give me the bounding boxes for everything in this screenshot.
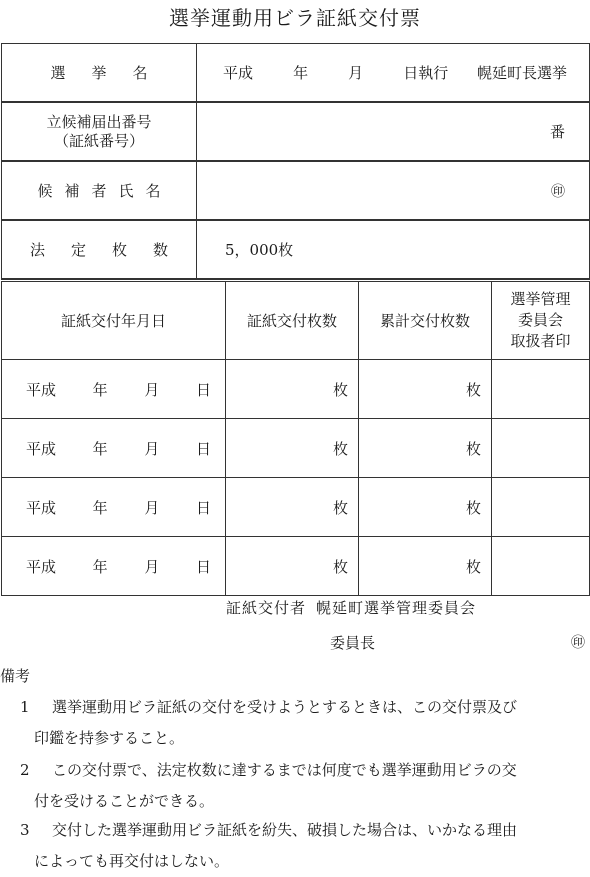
header-committee-seal [492,282,590,360]
candidate-name-label-cell [2,161,197,220]
election-value-cell[interactable] [197,44,590,103]
issuer-label: 証紙交付者 [226,599,307,617]
election-label-cell [2,44,197,103]
date-day: 日 [195,380,211,399]
date-year: 年 [92,439,108,458]
election-label: 選挙名 [50,64,174,82]
committee-seal-field[interactable] [492,478,590,537]
cumulative-count-field[interactable] [359,537,492,596]
remark-text-line2: によっても再交付はしない。 [34,852,230,870]
remark-text-line2: 付を受けることができる。 [34,792,215,810]
date-year: 年 [92,498,108,517]
legal-count-row [2,220,590,279]
header-date: 証紙交付年月日 [2,282,226,360]
cumulative-count-field[interactable] [359,419,492,478]
date-day: 日 [195,439,211,458]
cumulative-unit: 枚 [465,557,481,576]
election-row [2,44,590,103]
date-month: 月 [144,380,160,399]
candidate-number-label-cell [2,102,197,161]
election-year: 年 [293,64,309,82]
remarks-title: 備考 [0,667,31,685]
election-name: 幌延町長選挙 [476,64,567,82]
candidate-name-field[interactable] [197,161,590,220]
cumulative-unit: 枚 [465,498,481,517]
issued-count-field[interactable] [226,419,359,478]
committee-seal-field[interactable] [492,419,590,478]
form-title: 選挙運動用ビラ証紙交付票 [169,6,421,30]
certificate-number-label: （証紙番号） [53,131,144,150]
date-day: 日 [195,557,211,576]
header-committee-line2: 委員会 [517,311,563,329]
table-row [2,419,590,478]
candidate-name-label: 候補者氏名 [37,182,173,200]
issued-unit: 枚 [332,557,348,576]
date-era: 平成 [26,439,57,458]
date-era: 平成 [26,380,57,399]
issuance-header-row [2,282,590,360]
remark-text-line2: 印鑑を持参すること。 [34,729,185,747]
header-issued-count: 証紙交付枚数 [226,282,359,360]
issued-unit: 枚 [332,498,348,517]
date-field[interactable] [2,478,226,537]
election-day-exec: 日執行 [403,64,449,82]
header-committee-line3: 取扱者印 [510,332,571,350]
remark-number: 1 [20,698,30,716]
election-month: 月 [348,64,364,82]
date-era: 平成 [26,557,57,576]
chair-label: 委員長 [330,634,376,652]
cumulative-count-field[interactable] [359,360,492,419]
legal-count-label: 法定枚数 [29,241,194,259]
candidate-name-row [2,161,590,220]
remark-item [0,815,590,877]
candidate-number-row [2,102,590,161]
issued-unit: 枚 [332,380,348,399]
issuer-organization: 幌延町選挙管理委員会 [316,599,477,617]
issued-count-field[interactable] [226,360,359,419]
committee-seal-field[interactable] [492,537,590,596]
date-era: 平成 [26,498,57,517]
candidate-number-label: 立候補届出番号 [46,112,152,131]
candidate-number-field[interactable] [197,102,590,161]
election-era: 平成 [223,64,254,82]
candidate-info-table [1,43,590,280]
remark-number: 3 [20,821,30,839]
date-month: 月 [144,498,160,517]
table-row [2,537,590,596]
committee-seal-field[interactable] [492,360,590,419]
header-cumulative-count: 累計交付枚数 [359,282,492,360]
date-month: 月 [144,557,160,576]
table-row [2,478,590,537]
remark-text-line1: この交付票で、法定枚数に達するまでは何度でも選挙運動用ビラの交 [52,761,517,779]
remark-text-line1: 選挙運動用ビラ証紙の交付を受けようとするときは、この交付票及び [52,698,518,716]
remark-item [0,755,590,817]
date-field[interactable] [2,419,226,478]
seal-icon: ㊞ [551,183,565,200]
cumulative-unit: 枚 [465,439,481,458]
date-field[interactable] [2,537,226,596]
chair-seal-icon: ㊞ [571,635,585,651]
issued-count-field[interactable] [226,537,359,596]
issuance-record-table [1,281,590,596]
cumulative-unit: 枚 [465,380,481,399]
date-field[interactable] [2,360,226,419]
cumulative-count-field[interactable] [359,478,492,537]
date-year: 年 [92,557,108,576]
date-day: 日 [195,498,211,517]
issuer-line [226,597,476,618]
remark-item [0,692,590,754]
remark-text-line1: 交付した選挙運動用ビラ証紙を紛失、破損した場合は、いかなる理由 [52,821,518,839]
legal-count-value: 5，000枚 [197,220,590,279]
legal-count-label-cell [2,220,197,279]
date-month: 月 [144,439,160,458]
header-committee-line1: 選挙管理 [510,290,571,308]
number-suffix: 番 [549,123,565,141]
issued-unit: 枚 [332,439,348,458]
issued-count-field[interactable] [226,478,359,537]
remark-number: 2 [20,761,30,779]
date-year: 年 [92,380,108,399]
table-row [2,360,590,419]
